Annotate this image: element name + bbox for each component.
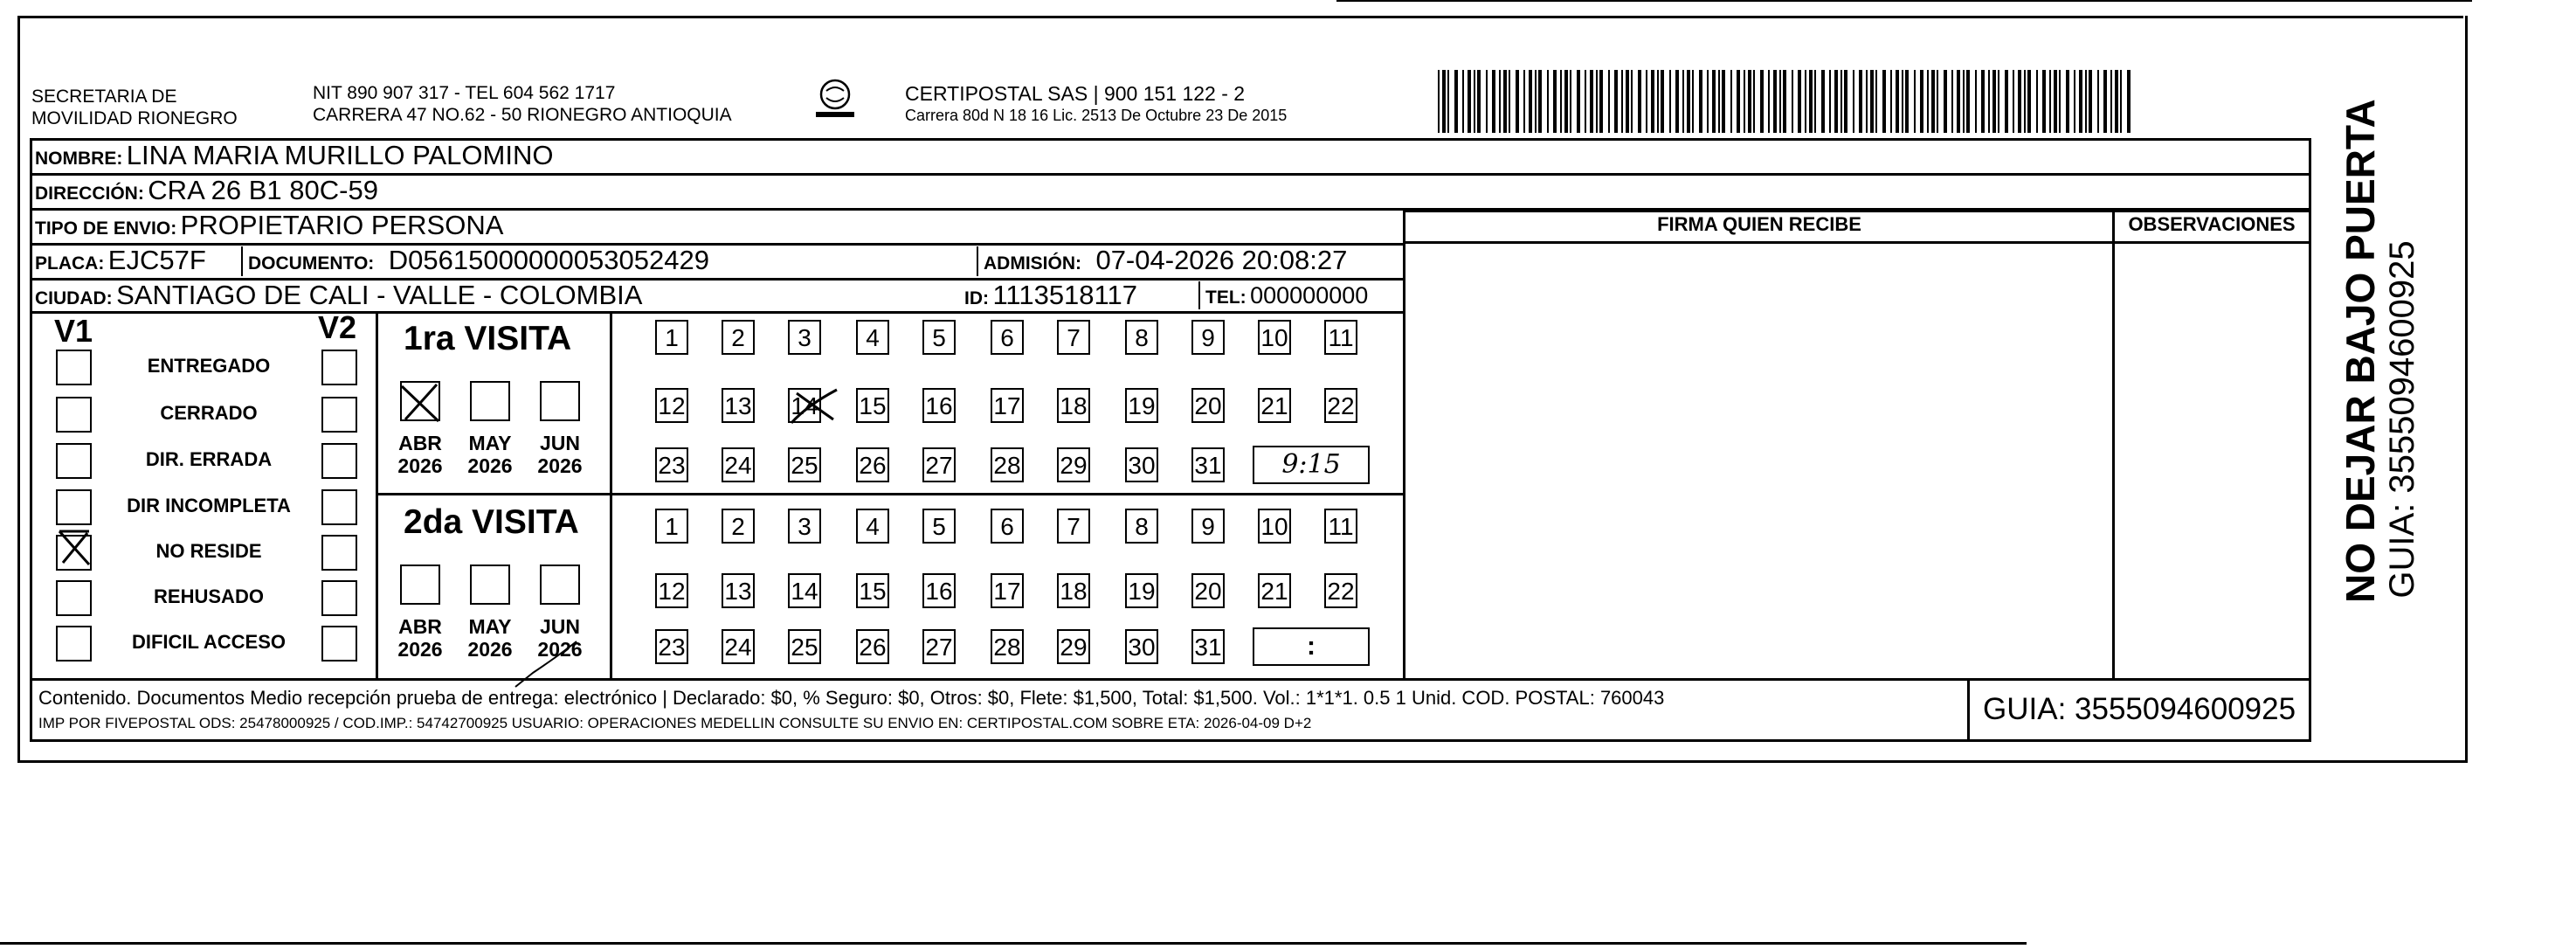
tel-value: 000000000	[1250, 282, 1369, 308]
day-box[interactable]: 15	[856, 573, 889, 608]
barcode-bar	[1626, 70, 1629, 133]
barcode-bar	[1692, 70, 1694, 133]
day-box[interactable]: 19	[1125, 573, 1158, 608]
barcode-bar	[1951, 70, 1953, 133]
day-box[interactable]: 20	[1191, 388, 1225, 423]
day-box[interactable]: 17	[991, 388, 1024, 423]
barcode-bar	[1499, 70, 1501, 133]
barcode-bar	[1944, 70, 1947, 133]
barcode-bar	[2085, 70, 2087, 133]
day-box[interactable]: 4	[856, 320, 889, 355]
day-box[interactable]: 11	[1324, 509, 1357, 544]
day-box[interactable]: 12	[655, 388, 688, 423]
status-label: REHUSADO	[154, 585, 264, 607]
day-box[interactable]: 26	[856, 447, 889, 482]
side-guia-text: GUIA: 3555094600925	[2383, 240, 2421, 599]
day-box[interactable]: 12	[655, 573, 688, 608]
barcode-bar	[1590, 70, 1593, 133]
barcode-bar	[2120, 70, 2122, 133]
barcode-bar	[2103, 70, 2107, 133]
footer-guia-number: GUIA: 3555094600925	[1983, 692, 2296, 726]
day-box[interactable]: 13	[722, 388, 755, 423]
document-value: D05615000000053052429	[388, 245, 709, 275]
barcode-bar	[1927, 70, 1929, 133]
barcode-bar	[2110, 70, 2112, 133]
day-box[interactable]: 10	[1258, 509, 1291, 544]
admission-label: ADMISIÓN:	[984, 253, 1081, 274]
barcode-bar	[1447, 70, 1449, 133]
address-label: DIRECCIÓN:	[35, 184, 144, 204]
barcode-bar	[1516, 70, 1519, 133]
obs-divider	[2112, 210, 2115, 680]
month-year: 2026	[537, 638, 583, 661]
barcode-bar	[1792, 70, 1793, 133]
address-value: CRA 26 B1 80C-59	[148, 175, 378, 205]
city-value: SANTIAGO DE CALI - VALLE - COLOMBIA	[116, 280, 643, 310]
name-value: LINA MARIA MURILLO PALOMINO	[126, 140, 554, 170]
barcode-bar	[2097, 70, 2099, 133]
barcode-bar	[2024, 70, 2026, 133]
barcode-bar	[1905, 70, 1909, 133]
carrier-info	[905, 82, 1287, 126]
plate-value: EJC57F	[107, 245, 206, 275]
day-box[interactable]: 18	[1057, 573, 1090, 608]
admission-value: 07-04-2026 20:08:27	[1095, 245, 1348, 275]
barcode-bar	[1547, 70, 1549, 133]
day-box[interactable]: 22	[1324, 388, 1357, 423]
barcode-bar	[1981, 70, 1985, 133]
barcode-bar	[1914, 70, 1916, 133]
barcode-bar	[1468, 70, 1471, 133]
barcode-bar	[1998, 70, 1999, 133]
day-box[interactable]: 4	[856, 509, 889, 544]
id-label: ID:	[964, 288, 989, 308]
v2-checkbox[interactable]	[321, 535, 357, 571]
barcode-bar	[1657, 70, 1659, 133]
month-checkbox[interactable]	[400, 381, 440, 421]
day-box[interactable]: 9	[1191, 320, 1225, 355]
barcode-bar	[1486, 70, 1488, 133]
barcode-bar	[1931, 70, 1935, 133]
barcode-bar	[1853, 70, 1854, 133]
nit-line: NIT 890 907 317 - TEL 604 562 1717	[313, 83, 616, 103]
barcode-bar	[1768, 70, 1770, 133]
city-label: CIUDAD:	[35, 288, 113, 308]
no-leave-under-door-text: NO DEJAR BAJO PUERTA	[2338, 99, 2383, 603]
barcode-bar	[1779, 70, 1781, 133]
row-line-sig-top	[1405, 241, 2311, 244]
barcode-bar	[1920, 70, 1923, 133]
barcode-bar	[1744, 70, 1745, 133]
row-line-3b	[1405, 210, 2311, 212]
month-year: 2026	[537, 454, 583, 477]
day-box[interactable]: 24	[722, 447, 755, 482]
barcode-bar	[1564, 70, 1568, 133]
form-frame-top	[17, 16, 2463, 18]
month-name: JUN	[539, 432, 580, 454]
day-box[interactable]: 27	[922, 629, 956, 664]
barcode-bar	[2054, 70, 2057, 133]
barcode-bar	[1454, 70, 1458, 133]
barcode-bar	[1859, 70, 1862, 133]
barcode-bar	[2115, 70, 2118, 133]
barcode-bar	[1975, 70, 1977, 133]
status-label: DIR. ERRADA	[145, 448, 273, 470]
barcode-bar	[1783, 70, 1786, 133]
agency-contact	[313, 82, 732, 126]
tel-label: TEL:	[1205, 287, 1247, 308]
day-box[interactable]: 9	[1191, 509, 1225, 544]
day-box[interactable]: 7	[1057, 320, 1090, 355]
day-box[interactable]: 16	[922, 388, 956, 423]
day-box[interactable]: 3	[788, 320, 821, 355]
day-box[interactable]: 27	[922, 447, 956, 482]
barcode-bar	[2027, 70, 2031, 133]
month-label	[455, 432, 525, 477]
send-type-field	[35, 210, 503, 246]
day-box[interactable]: 23	[655, 447, 688, 482]
day-box[interactable]: 7	[1057, 509, 1090, 544]
month-name: ABR	[398, 432, 442, 454]
v1-checkbox[interactable]	[56, 489, 92, 525]
barcode-bar	[1503, 70, 1507, 133]
barcode-bar	[1474, 70, 1475, 133]
v1-checkbox[interactable]	[56, 350, 92, 385]
barcode-bar	[1814, 70, 1816, 133]
status-label: DIR INCOMPLETA	[127, 495, 291, 516]
barcode-bar	[2042, 70, 2046, 133]
send-type-value: PROPIETARIO PERSONA	[180, 210, 504, 240]
footer-print-line: IMP POR FIVEPOSTAL ODS: 25478000925 / COD.IMP.: 54742700925 USUARIO: OPERACIONES MEDELLIN CONSULTE SU ENVIO EN: CERTIPOSTAL.COM SOBRE ETA: 2026-04-09 D+2	[38, 715, 1312, 731]
tel-field	[1205, 280, 1368, 315]
second-visit-title: 2da VISITA	[404, 503, 579, 541]
status-label: NO RESIDE	[155, 540, 262, 562]
day-box[interactable]: 2	[722, 509, 755, 544]
barcode-bar	[1753, 70, 1755, 133]
barcode-bar	[1599, 70, 1603, 133]
barcode-bar	[2074, 70, 2075, 133]
barcode-bar	[1442, 70, 1446, 133]
barcode-bar	[1462, 70, 1464, 133]
left-border	[30, 138, 32, 741]
plate-label: PLACA:	[35, 253, 105, 274]
barcode-bar	[2079, 70, 2082, 133]
day-box[interactable]: 25	[788, 629, 821, 664]
day-box[interactable]: 22	[1324, 573, 1357, 608]
first-visit-title: 1ra VISITA	[404, 320, 572, 357]
month-checkbox[interactable]	[470, 565, 510, 605]
month-year: 2026	[397, 454, 443, 477]
barcode-bar	[1538, 70, 1542, 133]
v1-checkbox[interactable]	[56, 397, 92, 433]
day-box[interactable]: 8	[1125, 509, 1158, 544]
v1-heading: V1	[54, 313, 93, 349]
tel-divider	[1198, 281, 1200, 309]
day-box[interactable]: 6	[991, 320, 1024, 355]
guia-divider	[1967, 678, 1970, 741]
barcode-bar	[1821, 70, 1825, 133]
day-box[interactable]: 18	[1057, 388, 1090, 423]
v2-heading: V2	[318, 309, 357, 345]
month-label	[385, 615, 455, 661]
barcode-bar	[1890, 70, 1892, 133]
day-box[interactable]: 29	[1057, 447, 1090, 482]
month-checkbox[interactable]	[540, 381, 580, 421]
month-checkbox[interactable]	[470, 381, 510, 421]
agency-line-1: SECRETARIA DE	[31, 87, 177, 107]
day-box[interactable]: 21	[1258, 573, 1291, 608]
barcode-bar	[1966, 70, 1970, 133]
v2-checkbox[interactable]	[321, 580, 357, 616]
barcode-bar	[1529, 70, 1532, 133]
barcode-bar	[1651, 70, 1654, 133]
barcode-bar	[2066, 70, 2069, 133]
day-box[interactable]: 14	[788, 388, 821, 423]
month-name: ABR	[398, 615, 442, 638]
barcode-bar	[2127, 70, 2131, 133]
document-label: DOCUMENTO:	[248, 253, 375, 274]
day-box[interactable]: 29	[1057, 629, 1090, 664]
month-name: MAY	[468, 432, 512, 454]
v2-checkbox[interactable]	[321, 397, 357, 433]
barcode-bar	[1570, 70, 1571, 133]
day-box[interactable]: 16	[922, 573, 956, 608]
form-frame-bottom	[17, 760, 2468, 763]
barcode-bar	[1523, 70, 1525, 133]
barcode-bar	[1535, 70, 1537, 133]
day-box[interactable]: 15	[856, 388, 889, 423]
day-box[interactable]: 24	[722, 629, 755, 664]
barcode-bar	[1963, 70, 1965, 133]
address-field	[35, 175, 378, 211]
barcode-bar	[2036, 70, 2038, 133]
day-box[interactable]: 20	[1191, 573, 1225, 608]
barcode-bar	[1596, 70, 1598, 133]
barcode-bar	[1722, 70, 1725, 133]
v2-checkbox[interactable]	[321, 626, 357, 662]
status-label: CERRADO	[160, 402, 258, 424]
barcode-bar	[1896, 70, 1899, 133]
carrier-line-1: CERTIPOSTAL SAS | 900 151 122 - 2	[905, 82, 1246, 105]
day-box[interactable]: 31	[1191, 447, 1225, 482]
v2-checkbox[interactable]	[321, 443, 357, 479]
month-year: 2026	[467, 454, 513, 477]
status-label: ENTREGADO	[147, 355, 271, 377]
admission-field	[984, 245, 1347, 281]
barcode-bar	[1553, 70, 1557, 133]
v1-checkbox[interactable]	[56, 580, 92, 616]
month-label	[385, 432, 455, 477]
month-checkbox[interactable]	[540, 565, 580, 605]
month-label	[525, 615, 595, 661]
barcode-bar	[1560, 70, 1562, 133]
day-box[interactable]: 13	[722, 573, 755, 608]
barcode-bar	[2049, 70, 2051, 133]
observations-heading: OBSERVACIONES	[2128, 213, 2296, 235]
barcode-bar	[1937, 70, 1938, 133]
sig-divider	[1403, 210, 1405, 680]
send-type-label: TIPO DE ENVIO:	[35, 218, 177, 239]
month-checkbox[interactable]	[400, 565, 440, 605]
day-box[interactable]: 30	[1125, 447, 1158, 482]
day-box[interactable]: 21	[1258, 388, 1291, 423]
side-instruction	[2338, 99, 2442, 603]
barcode-bar	[1646, 70, 1647, 133]
barcode-bar	[1669, 70, 1671, 133]
barcode-bar	[1661, 70, 1664, 133]
barcode-bar	[1773, 70, 1777, 133]
id-field	[964, 280, 1137, 316]
month-name: MAY	[468, 615, 512, 638]
barcode-bar	[1840, 70, 1842, 133]
day-box[interactable]: 5	[922, 509, 956, 544]
agency-line-2: MOVILIDAD RIONEGRO	[31, 108, 238, 128]
barcode-bar	[1718, 70, 1720, 133]
barcode-bar	[1675, 70, 1679, 133]
day-box[interactable]: 25	[788, 447, 821, 482]
barcode-bar	[1712, 70, 1716, 133]
barcode-bar	[1638, 70, 1641, 133]
signature-heading: FIRMA QUIEN RECIBE	[1657, 213, 1861, 235]
visit-split-line	[377, 493, 1405, 495]
barcode-bar	[1870, 70, 1874, 133]
agency-name	[31, 86, 238, 129]
barcode-bar	[1882, 70, 1886, 133]
barcode-bar	[1577, 70, 1580, 133]
form-frame-left	[17, 16, 20, 763]
barcode-bar	[1992, 70, 1996, 133]
month-year: 2026	[397, 638, 443, 661]
barcode-bar	[1682, 70, 1684, 133]
v1-checkbox[interactable]	[56, 535, 92, 571]
status-label: DIFICIL ACCESO	[131, 631, 286, 653]
day-box[interactable]: 1	[655, 320, 688, 355]
v2-checkbox[interactable]	[321, 350, 357, 385]
barcode-bar	[1492, 70, 1495, 133]
v1-checkbox[interactable]	[56, 443, 92, 479]
day-box[interactable]: 28	[991, 447, 1024, 482]
day-box[interactable]: 19	[1125, 388, 1158, 423]
barcode-bar	[2059, 70, 2061, 133]
barcode-bar	[2089, 70, 2092, 133]
month-year: 2026	[467, 638, 513, 661]
day-box[interactable]: 30	[1125, 629, 1158, 664]
barcode-bar	[1829, 70, 1831, 133]
certipostal-logo-icon	[811, 77, 860, 122]
name-field	[35, 140, 553, 177]
day-box[interactable]: 14	[788, 573, 821, 608]
second-visit-time	[1253, 627, 1370, 666]
barcode-bar	[1798, 70, 1801, 133]
barcode-bar	[1988, 70, 1990, 133]
day-box[interactable]: 1	[655, 509, 688, 544]
barcode-bar	[1902, 70, 1903, 133]
barcode-bar	[1809, 70, 1813, 133]
barcode-bar	[1608, 70, 1610, 133]
day-box[interactable]: 28	[991, 629, 1024, 664]
barcode-bar	[1957, 70, 1960, 133]
v1-checkbox[interactable]	[56, 626, 92, 662]
barcode-bar	[1585, 70, 1586, 133]
barcode-bar	[1748, 70, 1751, 133]
first-visit-time	[1253, 446, 1370, 484]
day-box[interactable]: 2	[722, 320, 755, 355]
day-box[interactable]: 8	[1125, 320, 1158, 355]
form-frame-right	[2465, 16, 2468, 763]
day-box[interactable]: 5	[922, 320, 956, 355]
barcode-bar	[1737, 70, 1740, 133]
name-label: NOMBRE:	[35, 149, 123, 169]
id-value: 1113518117	[992, 280, 1137, 310]
barcode-bar	[1730, 70, 1732, 133]
scan-edge-line	[0, 942, 2027, 945]
carrier-line-2: Carrera 80d N 18 16 Lic. 2513 De Octubre 23 De 2015	[905, 107, 1288, 124]
barcode-bar	[1875, 70, 1877, 133]
day-box[interactable]: 10	[1258, 320, 1291, 355]
day-box[interactable]: 11	[1324, 320, 1357, 355]
second-visit-time-value: :	[1307, 632, 1316, 661]
day-box[interactable]: 26	[856, 629, 889, 664]
scan-edge-line-top	[1336, 0, 2472, 2]
barcode-bar	[2013, 70, 2014, 133]
barcode-bar	[1509, 70, 1510, 133]
day-box[interactable]: 17	[991, 573, 1024, 608]
month-name: JUN	[539, 615, 580, 638]
first-visit-time-value: 9:15	[1281, 449, 1341, 480]
month-label	[455, 615, 525, 661]
barcode-bar	[1477, 70, 1481, 133]
barcode-bar	[1687, 70, 1690, 133]
barcode-bar	[1707, 70, 1709, 133]
document-field	[248, 245, 709, 281]
barcode-bar	[1621, 70, 1623, 133]
barcode-bar	[1844, 70, 1847, 133]
barcode-bar	[1805, 70, 1806, 133]
barcode-bar	[1866, 70, 1868, 133]
month-label	[525, 432, 595, 477]
barcode-bar	[1631, 70, 1633, 133]
plate-field	[35, 245, 206, 281]
admission-divider	[977, 246, 978, 276]
barcode-bar	[1614, 70, 1618, 133]
barcode-bar	[1760, 70, 1764, 133]
address-line: CARRERA 47 NO.62 - 50 RIONEGRO ANTIOQUIA	[313, 105, 732, 125]
plate-divider	[241, 246, 243, 276]
barcode-bar	[2018, 70, 2021, 133]
barcode	[1438, 70, 2137, 133]
v2-checkbox[interactable]	[321, 489, 357, 525]
day-box[interactable]: 23	[655, 629, 688, 664]
barcode-bar	[1438, 70, 1440, 133]
barcode-bar	[1834, 70, 1838, 133]
day-box[interactable]: 31	[1191, 629, 1225, 664]
day-box[interactable]: 6	[991, 509, 1024, 544]
day-box[interactable]: 3	[788, 509, 821, 544]
barcode-bar	[1699, 70, 1702, 133]
footer-content-line: Contenido. Documentos Medio recepción prueba de entrega: electrónico | Declarado: $0, % Seguro: $0, Otros: $0, Flete: $1,500, Total: $1,500. Vol.: 1*1*1. 0.5 1 Unid. COD. POSTAL: 760043	[38, 687, 1665, 709]
barcode-bar	[2005, 70, 2008, 133]
